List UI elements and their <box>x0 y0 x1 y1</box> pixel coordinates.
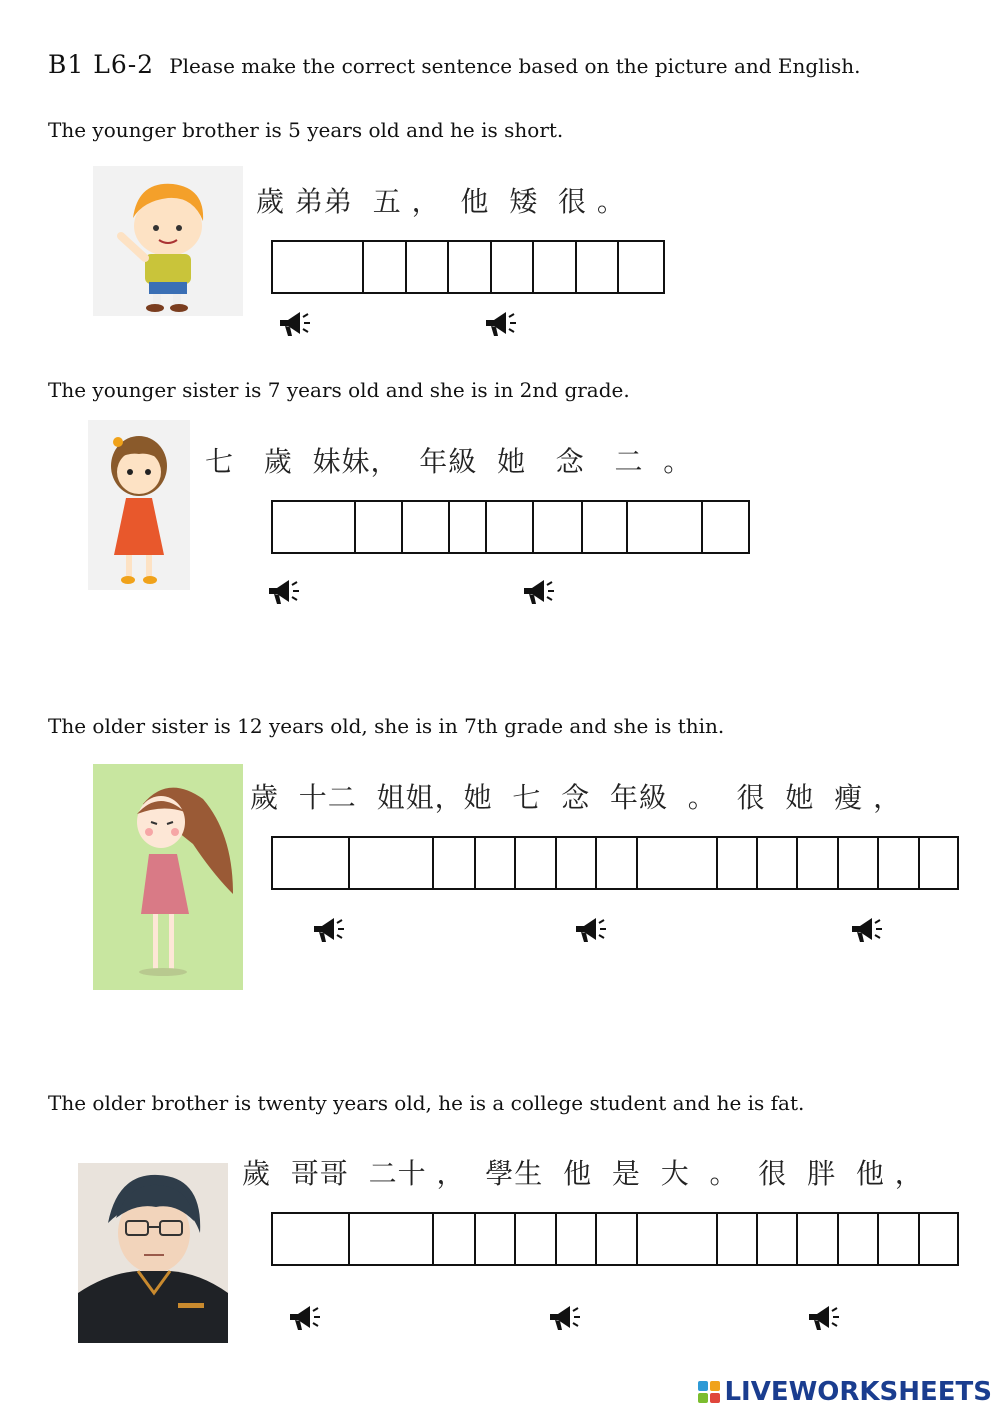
answer-box[interactable] <box>403 502 450 552</box>
answer-box[interactable] <box>718 838 758 888</box>
megaphone-icon[interactable] <box>848 912 884 948</box>
answer-box[interactable] <box>516 1214 556 1264</box>
answer-box[interactable] <box>597 838 637 888</box>
worksheet-title <box>48 50 861 79</box>
answer-box[interactable] <box>638 1214 719 1264</box>
exercise-4-prompt: The older brother is twenty years old, he is a college student and he is fat. <box>48 1091 805 1115</box>
exercise-3-answer-row <box>271 836 959 890</box>
megaphone-icon[interactable] <box>805 1300 841 1336</box>
exercise-2-answer-row <box>271 500 750 554</box>
answer-box[interactable] <box>879 838 919 888</box>
answer-box[interactable] <box>350 838 434 888</box>
answer-box[interactable] <box>758 838 798 888</box>
answer-box[interactable] <box>450 502 488 552</box>
answer-box[interactable] <box>597 1214 637 1264</box>
answer-box[interactable] <box>534 502 584 552</box>
answer-box[interactable] <box>273 838 350 888</box>
megaphone-icon[interactable] <box>286 1300 322 1336</box>
logo-mark-icon <box>698 1381 720 1403</box>
answer-box[interactable] <box>273 242 364 292</box>
answer-box[interactable] <box>703 502 748 552</box>
answer-box[interactable] <box>557 838 597 888</box>
exercise-2-scrambled: 七 歲 妹妹， 年級 她 念 二 。 <box>205 445 693 478</box>
exercise-4-answer-row <box>271 1212 959 1266</box>
exercise-3-prompt: The older sister is 12 years old, she is in 7th grade and she is thin. <box>48 714 725 738</box>
megaphone-icon[interactable] <box>572 912 608 948</box>
answer-box[interactable] <box>628 502 703 552</box>
answer-box[interactable] <box>839 838 879 888</box>
answer-box[interactable] <box>350 1214 434 1264</box>
answer-box[interactable] <box>557 1214 597 1264</box>
answer-box[interactable] <box>583 502 628 552</box>
answer-box[interactable] <box>476 838 516 888</box>
older-brother-picture <box>78 1163 228 1343</box>
megaphone-icon[interactable] <box>310 912 346 948</box>
logo-text: LIVEWORKSHEETS <box>724 1377 992 1407</box>
answer-box[interactable] <box>920 838 958 888</box>
answer-box[interactable] <box>839 1214 879 1264</box>
answer-box[interactable] <box>364 242 407 292</box>
answer-box[interactable] <box>798 1214 838 1264</box>
answer-box[interactable] <box>534 242 577 292</box>
megaphone-icon[interactable] <box>482 306 518 342</box>
answer-box[interactable] <box>758 1214 798 1264</box>
older-sister-picture <box>93 764 243 990</box>
exercise-1-answer-row <box>271 240 665 294</box>
exercise-4-scrambled: 歲 哥哥 二十 ， 學生 他 是 大 。 很 胖 他 ， <box>242 1157 924 1190</box>
answer-box[interactable] <box>476 1214 516 1264</box>
answer-box[interactable] <box>434 1214 475 1264</box>
exercise-3-scrambled: 歲 十二 姐姐，她 七 念 年級 。 很 她 瘦 ， <box>250 781 903 814</box>
answer-box[interactable] <box>879 1214 919 1264</box>
answer-box[interactable] <box>492 242 535 292</box>
liveworksheets-logo[interactable] <box>698 1377 992 1407</box>
answer-box[interactable] <box>798 838 838 888</box>
younger-sister-picture <box>88 420 190 590</box>
answer-box[interactable] <box>273 502 356 552</box>
megaphone-icon[interactable] <box>276 306 312 342</box>
answer-box[interactable] <box>434 838 475 888</box>
megaphone-icon[interactable] <box>546 1300 582 1336</box>
instruction-text: Please make the correct sentence based on the picture and English. <box>169 54 861 78</box>
lesson-code: B1 L6-2 <box>48 50 155 79</box>
answer-box[interactable] <box>718 1214 758 1264</box>
answer-box[interactable] <box>356 502 403 552</box>
answer-box[interactable] <box>487 502 534 552</box>
answer-box[interactable] <box>449 242 492 292</box>
answer-box[interactable] <box>638 838 719 888</box>
younger-brother-picture <box>93 166 243 316</box>
megaphone-icon[interactable] <box>265 574 301 610</box>
answer-box[interactable] <box>619 242 663 292</box>
megaphone-icon[interactable] <box>520 574 556 610</box>
exercise-1-prompt: The younger brother is 5 years old and he is short. <box>48 118 564 142</box>
answer-box[interactable] <box>577 242 620 292</box>
exercise-2-prompt: The younger sister is 7 years old and she is in 2nd grade. <box>48 378 630 402</box>
answer-box[interactable] <box>273 1214 350 1264</box>
answer-box[interactable] <box>407 242 450 292</box>
answer-box[interactable] <box>516 838 556 888</box>
answer-box[interactable] <box>920 1214 958 1264</box>
exercise-1-scrambled: 歲 弟弟 五 ， 他 矮 很 。 <box>256 185 626 218</box>
